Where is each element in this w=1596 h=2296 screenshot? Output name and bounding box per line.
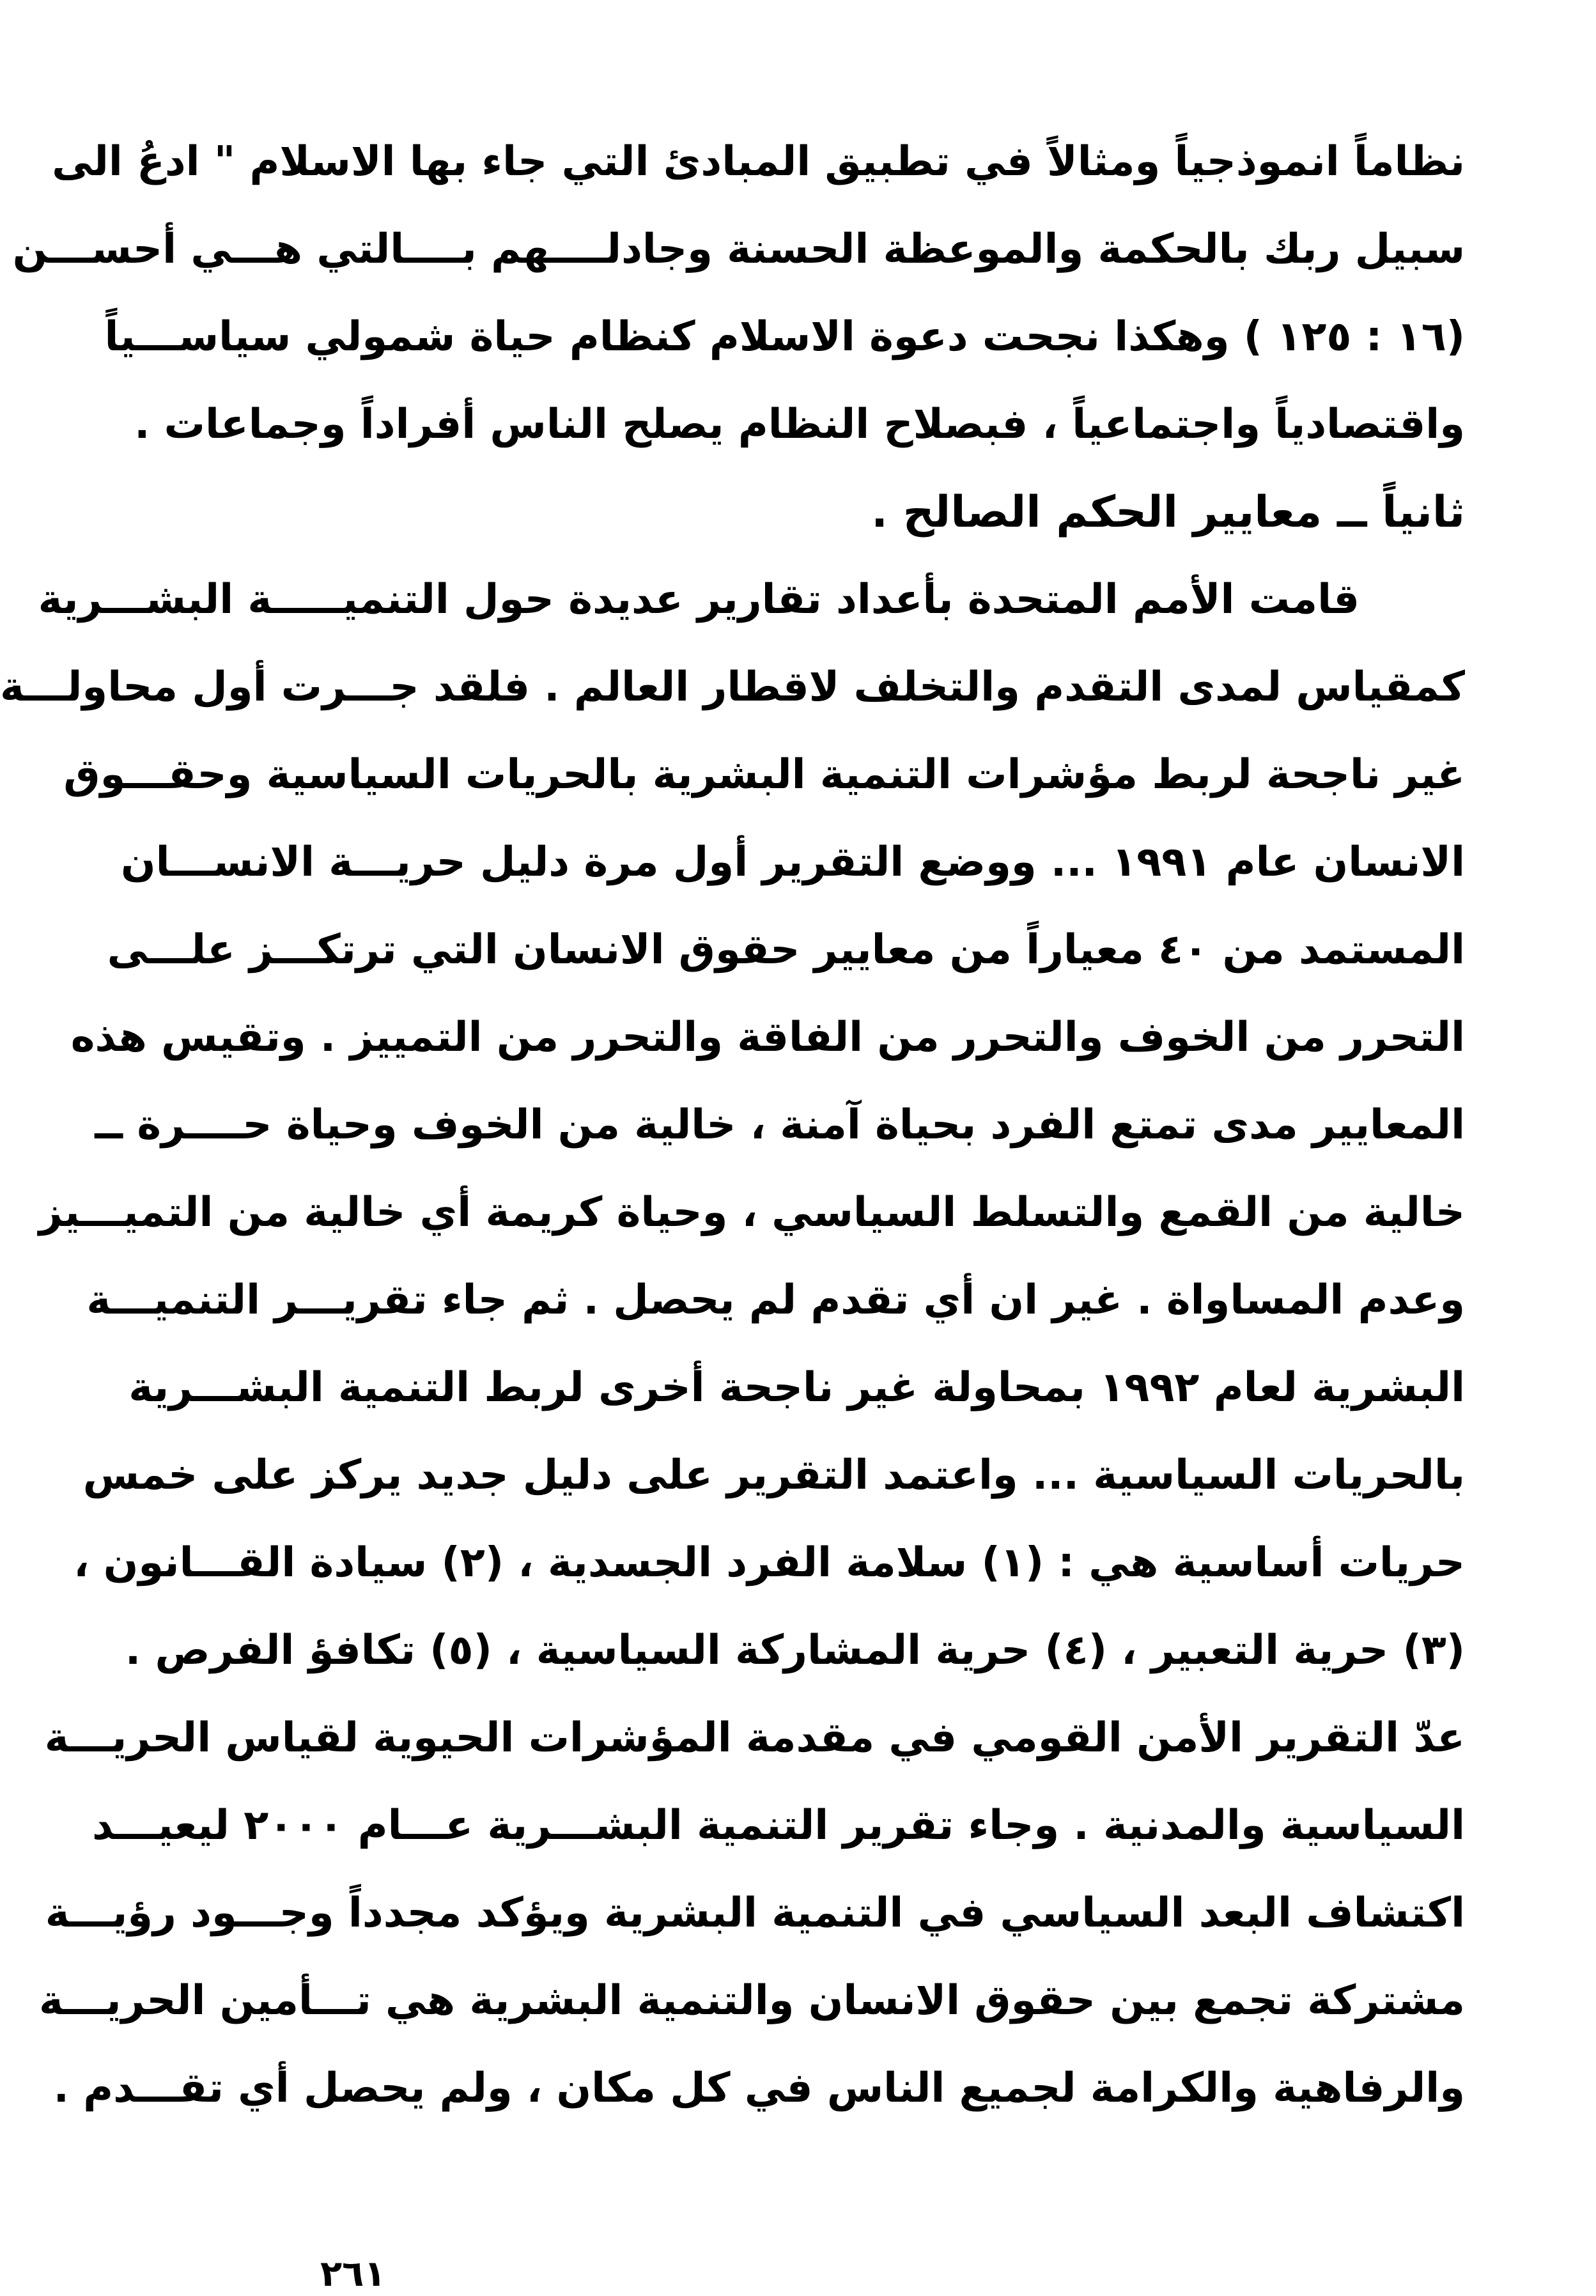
text-line: خالية من القمع والتسلط السياسي ، وحياة كريمة أي خالية من التميـــيز [38,1189,1465,1236]
text-line: قامت الأمم المتحدة بأعداد تقارير عديدة حول التنميـــــة البشـــرية [38,576,1360,623]
text-line: السياسية والمدنية . وجاء تقرير التنمية البشـــرية عـــام ٢٠٠٠ ليعيـــد [91,1802,1465,1849]
text-line: والرفاهية والكرامة لجميع الناس في كل مكان ، ولم يحصل أي تقـــدم . [53,2065,1465,2112]
body-text [0,118,1465,2132]
text-line: المعايير مدى تمتع الفرد بحياة آمنة ، خالية من الخوف وحياة حــــرة ــ [95,1101,1465,1149]
page-number: ٢٦١ [320,2253,386,2295]
text-line: كمقياس لمدى التقدم والتخلف لاقطار العالم . فلقد جـــرت أول محاولـــة [0,663,1465,711]
section-heading: ثانياً ــ معايير الحكم الصالح . [871,487,1465,538]
text-line: المستمد من ٤٠ معياراً من معايير حقوق الانسان التي ترتكـــز علـــى [107,926,1465,973]
text-line: غير ناجحة لربط مؤشرات التنمية البشرية بالحريات السياسية وحقـــوق [63,751,1465,798]
text-line: حريات أساسية هي : (١) سلامة الفرد الجسدية ، (٢) سيادة القـــانون ، [74,1539,1465,1586]
text-line: نظاماً انموذجياً ومثالاً في تطبيق المبادئ التي جاء بها الاسلام " ادعُ الى [52,138,1465,185]
text-line: الانسان عام ١٩٩١ ... ووضع التقرير أول مرة دليل حريـــة الانســـان [120,839,1465,886]
text-line: بالحريات السياسية ... واعتمد التقرير على دليل جديد يركز على خمس [82,1452,1465,1499]
text-line: البشرية لعام ١٩٩٢ بمحاولة غير ناجحة أخرى لربط التنمية البشـــرية [128,1364,1465,1411]
text-line: (١٦ : ١٢٥ ) وهكذا نجحت دعوة الاسلام كنظام حياة شمولي سياســـياً [104,313,1465,361]
text-line: عدّ التقرير الأمن القومي في مقدمة المؤشرات الحيوية لقياس الحريـــة [44,1714,1465,1762]
text-line: مشتركة تجمع بين حقوق الانسان والتنمية البشرية هي تـــأمين الحريـــة [39,1977,1465,2024]
text-line: (٣) حرية التعبير ، (٤) حرية المشاركة السياسية ، (٥) تكافؤ الفرص . [125,1627,1465,1674]
text-line: التحرر من الخوف والتحرر من الفاقة والتحرر من التمييز . وتقيس هذه [70,1014,1465,1061]
text-line: سبيل ربك بالحكمة والموعظة الحسنة وجادلــــهم بــــالتي هـــي أحســـن [12,226,1465,273]
text-line: واقتصادياً واجتماعياً ، فبصلاح النظام يصلح الناس أفراداً وجماعات . [134,401,1465,448]
text-line: اكتشاف البعد السياسي في التنمية البشرية ويؤكد مجدداً وجـــود رؤيـــة [45,1889,1465,1937]
text-line: وعدم المساواة . غير ان أي تقدم لم يحصل . ثم جاء تقريـــر التنميـــة [86,1276,1465,1324]
